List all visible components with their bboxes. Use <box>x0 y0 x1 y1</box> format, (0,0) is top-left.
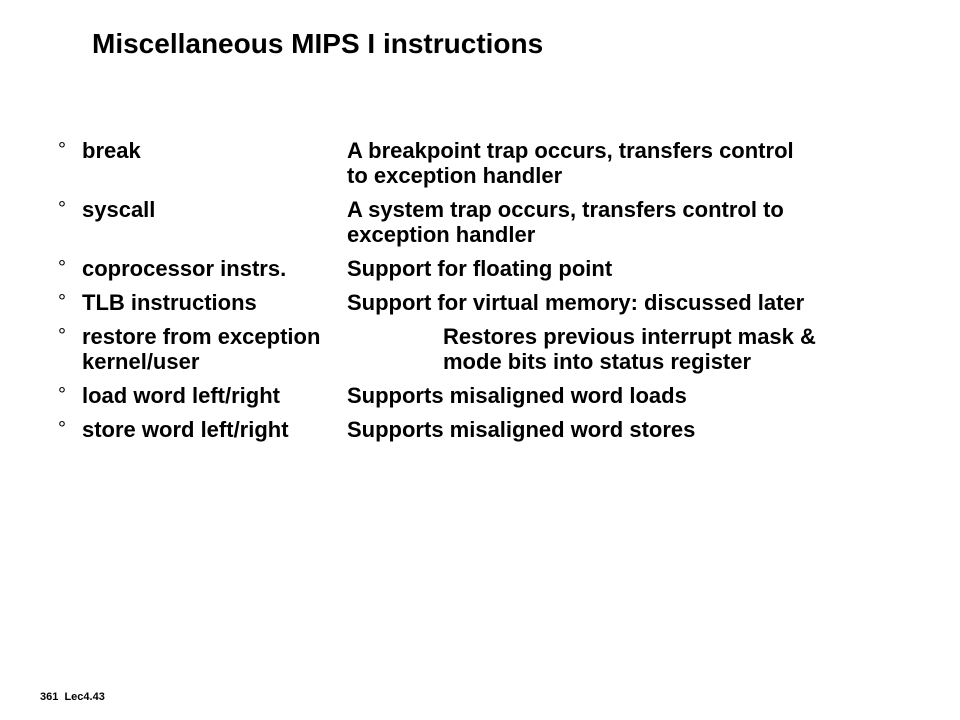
instruction-term: load word left/right <box>82 383 280 408</box>
list-item <box>58 197 938 247</box>
list-item <box>58 138 938 188</box>
bullet-marker: ° <box>58 291 66 313</box>
instruction-term: TLB instructions <box>82 290 257 315</box>
instruction-description: Support for virtual memory: discussed later <box>347 290 805 315</box>
instruction-term: coprocessor instrs. <box>82 256 287 281</box>
bullet-marker: ° <box>58 418 66 440</box>
instruction-description: Support for floating point <box>347 256 613 281</box>
bullet-marker: ° <box>58 139 66 161</box>
slide-footer: 361 Lec4.43 <box>40 691 105 703</box>
list-item <box>58 256 938 281</box>
instruction-description: A system trap occurs, transfers control to exception handler <box>347 197 784 247</box>
slide-title: Miscellaneous MIPS I instructions <box>92 28 544 59</box>
instruction-term: break <box>82 138 141 163</box>
list-item <box>58 417 938 442</box>
instruction-description: A breakpoint trap occurs, transfers control to exception handler <box>347 138 794 188</box>
instruction-term: store word left/right <box>82 417 289 442</box>
instruction-term: syscall <box>82 197 156 222</box>
list-item <box>58 324 938 374</box>
instruction-description: Supports misaligned word stores <box>347 417 696 442</box>
bullet-marker: ° <box>58 198 66 220</box>
bullet-marker: ° <box>58 257 66 279</box>
list-item <box>58 383 938 408</box>
bullet-marker: ° <box>58 384 66 406</box>
instruction-description: Restores previous interrupt mask & mode bits into status register <box>443 324 816 374</box>
instruction-list <box>58 138 938 451</box>
instruction-term: restore from exception kernel/user <box>82 324 321 374</box>
list-item <box>58 290 938 315</box>
instruction-description: Supports misaligned word loads <box>347 383 687 408</box>
bullet-marker: ° <box>58 325 66 347</box>
